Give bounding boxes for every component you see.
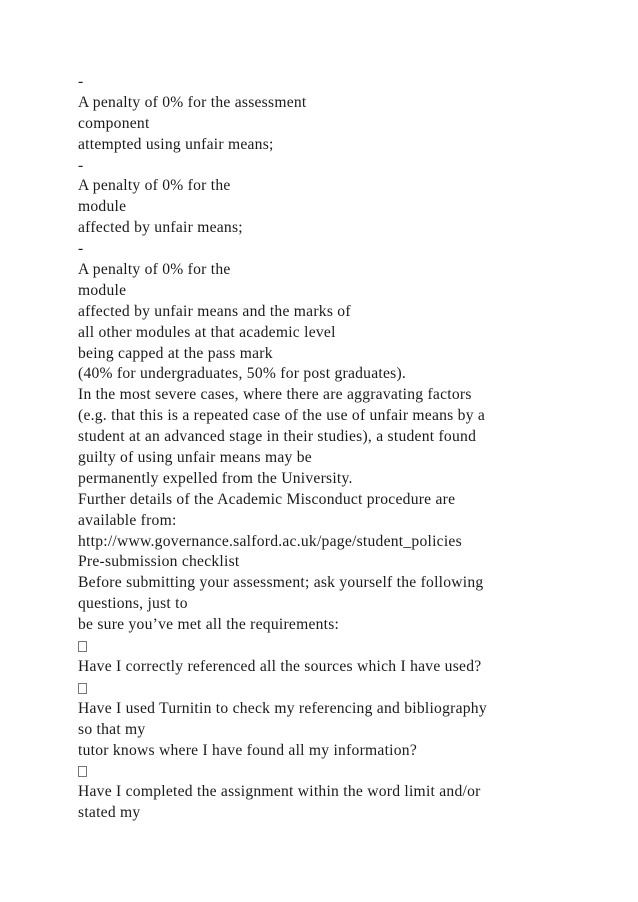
checkbox-placeholder-icon (78, 683, 87, 694)
bullet-dash: - (78, 156, 84, 174)
text-line: Further details of the Academic Misconduct procedure are (78, 490, 456, 508)
text-line: so that my (78, 720, 146, 738)
text-line: module (78, 281, 127, 299)
text-line: affected by unfair means and the marks of (78, 302, 351, 320)
text-line: guilty of using unfair means may be (78, 449, 312, 467)
checkbox-line (78, 761, 598, 782)
checkbox-line (78, 678, 598, 699)
text-line: all other modules at that academic level (78, 323, 336, 341)
text-line: permanently expelled from the University. (78, 469, 353, 487)
checkbox-line (78, 636, 598, 657)
text-line: Have I correctly referenced all the sources which I have used? (78, 657, 482, 675)
text-line: A penalty of 0% for the (78, 177, 231, 195)
text-line: In the most severe cases, where there are aggravating factors (78, 386, 472, 404)
checkbox-placeholder-icon (78, 641, 87, 652)
text-line: student at an advanced stage in their studies), a student found (78, 428, 477, 446)
text-line: module (78, 198, 127, 216)
text-line: available from: (78, 511, 177, 529)
bullet-dash: - (78, 240, 84, 258)
section-heading: Pre-submission checklist (78, 553, 240, 571)
text-line: questions, just to (78, 595, 188, 613)
text-line: be sure you’ve met all the requirements: (78, 616, 340, 634)
text-line: attempted using unfair means; (78, 135, 274, 153)
document-text (78, 72, 598, 824)
text-line: A penalty of 0% for the (78, 261, 231, 279)
text-line: affected by unfair means; (78, 219, 243, 237)
checkbox-placeholder-icon (78, 766, 87, 777)
policy-url: http://www.governance.salford.ac.uk/page/student_policies (78, 532, 462, 550)
text-line: stated my (78, 804, 141, 822)
text-line: (40% for undergraduates, 50% for post graduates). (78, 365, 407, 383)
text-line: A penalty of 0% for the assessment (78, 93, 307, 111)
text-line: Have I used Turnitin to check my referencing and bibliography (78, 699, 487, 717)
text-line: component (78, 114, 150, 132)
text-line: being capped at the pass mark (78, 344, 273, 362)
bullet-dash: - (78, 73, 84, 90)
text-line: (e.g. that this is a repeated case of the use of unfair means by a (78, 407, 486, 425)
text-line: Before submitting your assessment; ask yourself the following (78, 574, 484, 592)
text-line: tutor knows where I have found all my information? (78, 741, 418, 759)
text-line: Have I completed the assignment within the word limit and/or (78, 783, 481, 801)
